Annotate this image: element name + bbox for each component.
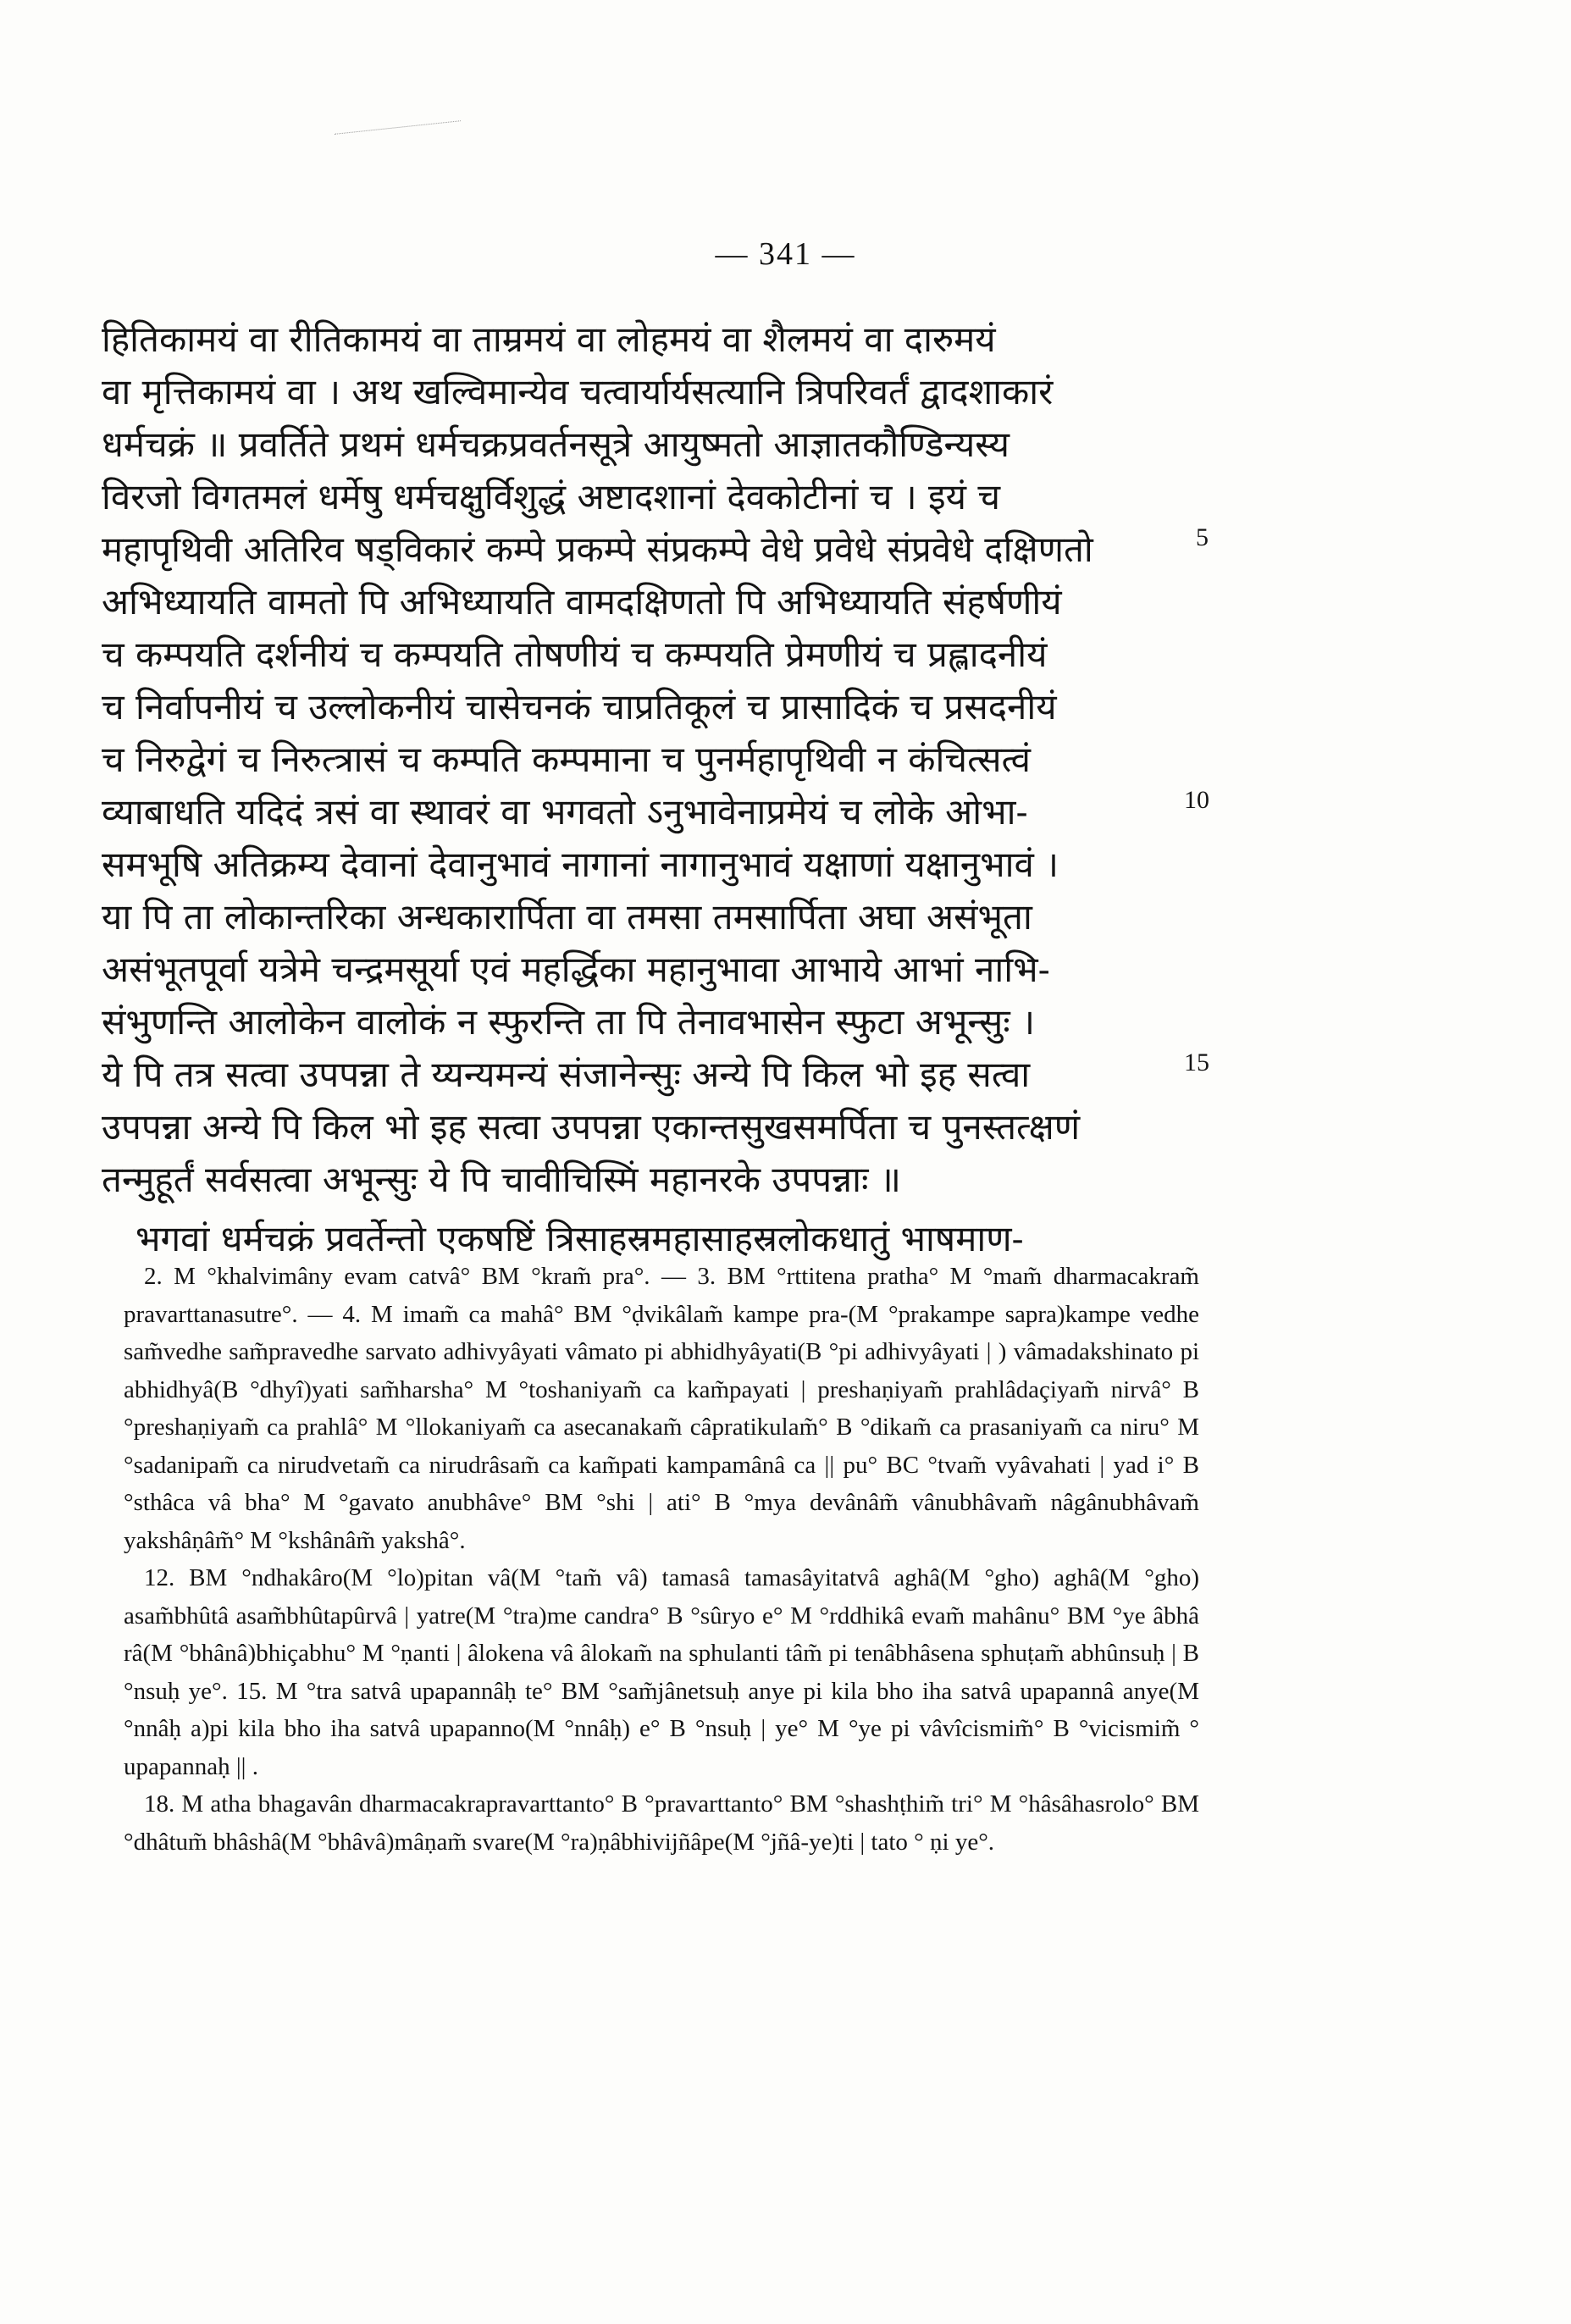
text-line-continued: भगवां धर्मचक्रं प्रवर्तेन्तो एकषष्टिं त्रिसाहस्रमहासाहस्रलोकधातुं भाषमाण- <box>136 1218 1024 1259</box>
line-number-5: 5 <box>1196 523 1209 551</box>
text-line: धर्मचक्रं ॥ प्रवर्तिते प्रथमं धर्मचक्रप्रवर्तनसूत्रे आयुष्मतो आज्ञातकौण्डिन्यस्य <box>102 423 1010 465</box>
paper-mark <box>335 120 462 143</box>
critical-apparatus <box>124 1258 1199 1861</box>
text-line: ये पि तत्र सत्वा उपपन्ना ते य्यन्यमन्यं संजानेन्सुः अन्ये पि किल भो इह सत्वा <box>102 1054 1031 1095</box>
text-line: व्याबाधति यदिदं त्रसं वा स्थावरं वा भगवतो ऽनुभावेनाप्रमेयं च लोके ओभा- <box>102 791 1028 833</box>
text-line: च कम्पयति दर्शनीयं च कम्पयति तोषणीयं च कम्पयति प्रेमणीयं च प्रह्लादनीयं <box>102 634 1048 675</box>
text-line: हितिकामयं वा रीतिकामयं वा ताम्रमयं वा लोहमयं वा शैलमयं वा दारुमयं <box>102 318 996 360</box>
text-line: विरजो विगतमलं धर्मेषु धर्मचक्षुर्विशुद्धं अष्टादशानां देवकोटीनां च । इयं च <box>102 476 1000 517</box>
text-line: उपपन्ना अन्ये पि किल भो इह सत्वा उपपन्ना एकान्तसुखसमर्पिता च पुनस्तत्क्षणं <box>102 1106 1081 1148</box>
text-line: संभुणन्ति आलोकेन वालोकं न स्फुरन्ति ता पि तेनावभासेन स्फुटा अभून्सुः । <box>102 1001 1036 1043</box>
footnote: 2. M °khalvimâny evam catvâ° BM °kram̃ pra°. — 3. BM °rttitena pratha° M °mam̃ dharmacakram̃ pravarttanasutre°. — 4. M imam̃ ca mahâ° BM °ḍvikâlam̃ kampe pra-(M °prakampe sapra)kampe vedhe sam̃vedhe sam̃pravedhe sarvato adhivyâyati vâmato pi abhidhyâyati(B °pi adhivyâyati | ) vâmadakshinato pi abhidhyâ(B °dhyî)yati sam̃harsha° M °toshaniyam̃ ca kam̃payati | preshaṇiyam̃ prahlâdaçiyam̃ nirvâ° B °preshaṇiyam̃ ca prahlâ° M °llokaniyam̃ ca asecanakam̃ câpratikulam̃° B °dikam̃ ca prasaniyam̃ ca niru° M °sadanipam̃ ca nirudvetam̃ ca nirudrâsam̃ ca kam̃pati kampamânâ ca || pu° BC °tvam̃ vyâvahati | yad i° B °sthâca vâ bha° M °gavato anubhâve° BM °shi | ati° B °mya devânâm̃ vânubhâvam̃ nâgânubhâvam̃ yakshâṇâm̃° M °kshânâm̃ yakshâ°. <box>124 1263 1199 1554</box>
text-line: च निरुद्वेगं च निरुत्त्रासं च कम्पति कम्पमाना च पुनर्महापृथिवी न कंचित्सत्वं <box>102 739 1031 780</box>
line-number-10: 10 <box>1184 786 1209 814</box>
text-line: अभिध्यायति वामतो पि अभिध्यायति वामदक्षिणतो पि अभिध्यायति संहर्षणीयं <box>102 581 1062 622</box>
footnote: 12. BM °ndhakâro(M °lo)pitan vâ(M °tam̃ vâ) tamasâ tamasâyitatvâ aghâ(M °gho) aghâ(M °gho) asam̃bhûtâ asam̃bhûtapûrvâ | yatre(M °tra)me candra° B °sûryo e° M °rddhikâ evam̃ mahânu° BM °ye âbhâ râ(M °bhânâ)bhiçabhu° M °ṇanti | âlokena vâ âlokam̃ na sphulanti tâm̃ pi tenâbhâsena sphuṭam̃ abhûnsuḥ | B °nsuḥ ye°. 15. M °tra satvâ upapannâḥ te° BM °sam̃jânetsuḥ anye pi kila bho iha satvâ upapannâ anye(M °nnâḥ a)pi kila bho iha satvâ upapanno(M °nnâḥ) e° B °nsuḥ | ye° M °ye pi vâvîcismim̃° B °vicismim̃ ° upapannaḥ || . <box>124 1564 1199 1780</box>
page-number: — 341 — <box>715 236 856 272</box>
text-line: महापृथिवी अतिरिव षड्विकारं कम्पे प्रकम्पे संप्रकम्पे वेधे प्रवेधे संप्रवेधे दक्षिणतो <box>102 528 1093 570</box>
footnote: 18. M atha bhagavân dharmacakrapravarttanto° B °pravarttanto° BM °shashṭhim̃ tri° M °hâsâhasrolo° BM °dhâtum̃ bhâshâ(M °bhâvâ)mâṇam̃ svare(M °ra)ṇâbhivijñâpe(M °jñâ-ye)ti | tato ° ṇi ye°. <box>124 1790 1199 1856</box>
text-line: असंभूतपूर्वा यत्रेमे चन्द्रमसूर्या एवं महर्द्धिका महानुभावा आभाये आभां नाभि- <box>102 949 1050 990</box>
text-line: समभूषि अतिक्रम्य देवानां देवानुभावं नागानां नागानुभावं यक्षाणां यक्षानुभावं । <box>102 844 1059 885</box>
line-number-15: 15 <box>1184 1049 1209 1076</box>
text-line: तन्मुहूर्तं सर्वसत्वा अभून्सुः ये पि चावीचिस्मिं महानरके उपपन्नाः ॥ <box>102 1159 901 1200</box>
text-line: वा मृत्तिकामयं वा । अथ खल्विमान्येव चत्वार्यार्यसत्यानि त्रिपरिवर्तं द्वादशाकारं <box>102 371 1054 412</box>
text-line: या पि ता लोकान्तरिका अन्धकारार्पिता वा तमसा तमसार्पिता अघा असंभूता <box>102 896 1032 938</box>
main-text <box>102 313 1287 1265</box>
text-line: च निर्वापनीयं च उल्लोकनीयं चासेचनकं चाप्रतिकूलं च प्रासादिकं च प्रसदनीयं <box>102 686 1057 728</box>
